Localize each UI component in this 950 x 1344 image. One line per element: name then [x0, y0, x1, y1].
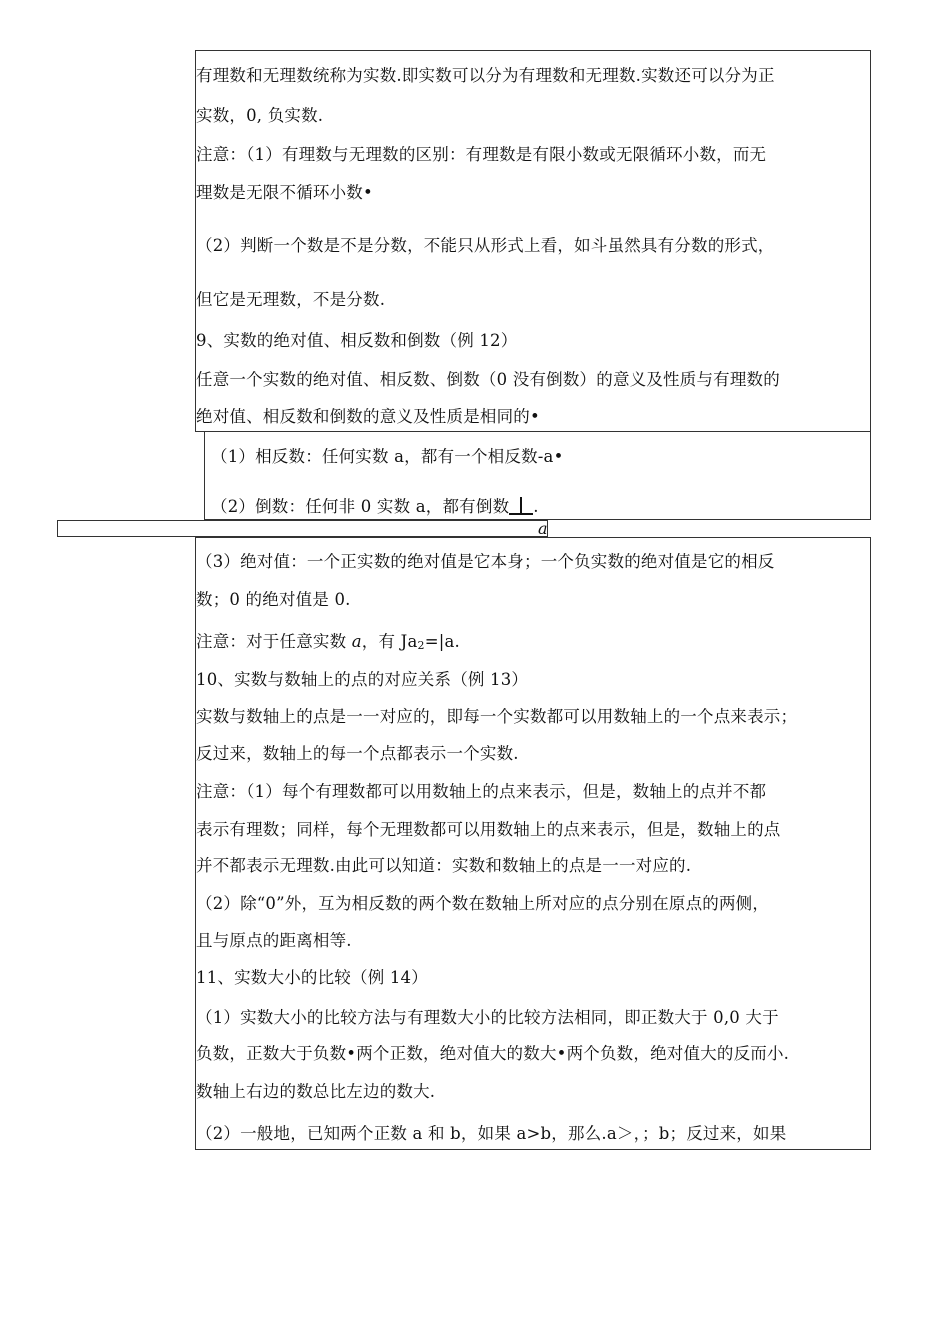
section-heading: 9、实数的绝对值、相反数和倒数（例 12）: [196, 331, 518, 350]
reciprocal-text: （2）倒数：任何非 0 实数 a，都有倒数: [211, 497, 510, 516]
note-variable: a: [351, 632, 362, 651]
text-line: 注意：（1）有理数与无理数的区别：有理数是有限小数或无限循环小数，而无: [196, 145, 767, 164]
text-line: 且与原点的距离相等.: [196, 931, 352, 950]
note-text: ，有 Ja: [361, 632, 418, 651]
text-line: （1）相反数：任何实数 a，都有一个相反数-a•: [211, 447, 564, 466]
reciprocal-line: [211, 495, 539, 517]
text-line: 并不都表示无理数.由此可以知道：实数和数轴上的点是一一对应的.: [196, 856, 692, 875]
fraction-denominator: a: [538, 519, 548, 538]
section-heading: 11、实数大小的比较（例 14）: [196, 968, 428, 987]
section-heading: 10、实数与数轴上的点的对应关系（例 13）: [196, 670, 529, 689]
text-line: 任意一个实数的绝对值、相反数、倒数（0 没有倒数）的意义及性质与有理数的: [196, 370, 780, 389]
text-line: 注意：（1）每个有理数都可以用数轴上的点来表示，但是，数轴上的点并不都: [196, 782, 767, 801]
text-line: （1）实数大小的比较方法与有理数大小的比较方法相同，即正数大于 0,0 大于: [196, 1008, 779, 1027]
text-line: （2）除“0”外，互为相反数的两个数在数轴上所对应的点分别在原点的两侧，: [196, 894, 770, 913]
text-line: （3）绝对值：一个正实数的绝对值是它本身；一个负实数的绝对值是它的相反: [196, 552, 775, 571]
note-line: [196, 632, 460, 656]
text-line: 表示有理数；同样，每个无理数都可以用数轴上的点来表示，但是，数轴上的点: [196, 820, 781, 839]
text-line: 绝对值、相反数和倒数的意义及性质是相同的•: [196, 407, 540, 426]
text-line: 实数，0, 负实数.: [196, 106, 324, 125]
text-cell-opposite-reciprocal: [204, 431, 871, 520]
text-line: 实数与数轴上的点是一一对应的，即每一个实数都可以用数轴上的一个点来表示；: [196, 707, 798, 726]
text-line: 但它是无理数，不是分数.: [196, 290, 386, 309]
text-cell-real-numbers: [195, 50, 871, 432]
note-text: =|a.: [424, 632, 460, 651]
text-line: （2）一般地，已知两个正数 a 和 b，如果 a>b，那么.a＞，；b；反过来，如果: [196, 1124, 787, 1143]
fraction-denominator-strip: [57, 520, 548, 537]
text-line: 负数，正数大于负数•两个正数，绝对值大的数大•两个负数，绝对值大的反而小.: [196, 1044, 790, 1063]
text-line: 理数是无限不循环小数•: [196, 183, 373, 202]
reciprocal-suffix: .: [533, 497, 539, 516]
fraction-bar: [509, 495, 533, 515]
text-line: 反过来，数轴上的每一个点都表示一个实数.: [196, 744, 519, 763]
note-text: 注意：对于任意实数: [196, 632, 352, 651]
text-line: 数轴上右边的数总比左边的数大.: [196, 1082, 436, 1101]
text-cell-absolute-value-and-ordering: [195, 537, 871, 1150]
text-line: 有理数和无理数统称为实数.即实数可以分为有理数和无理数.实数还可以分为正: [196, 66, 775, 85]
text-line: （2）判断一个数是不是分数，不能只从形式上看，如斗虽然具有分数的形式，: [196, 236, 775, 255]
note-subscript: 2: [417, 639, 425, 652]
text-line: 数；0 的绝对值是 0.: [196, 590, 351, 609]
